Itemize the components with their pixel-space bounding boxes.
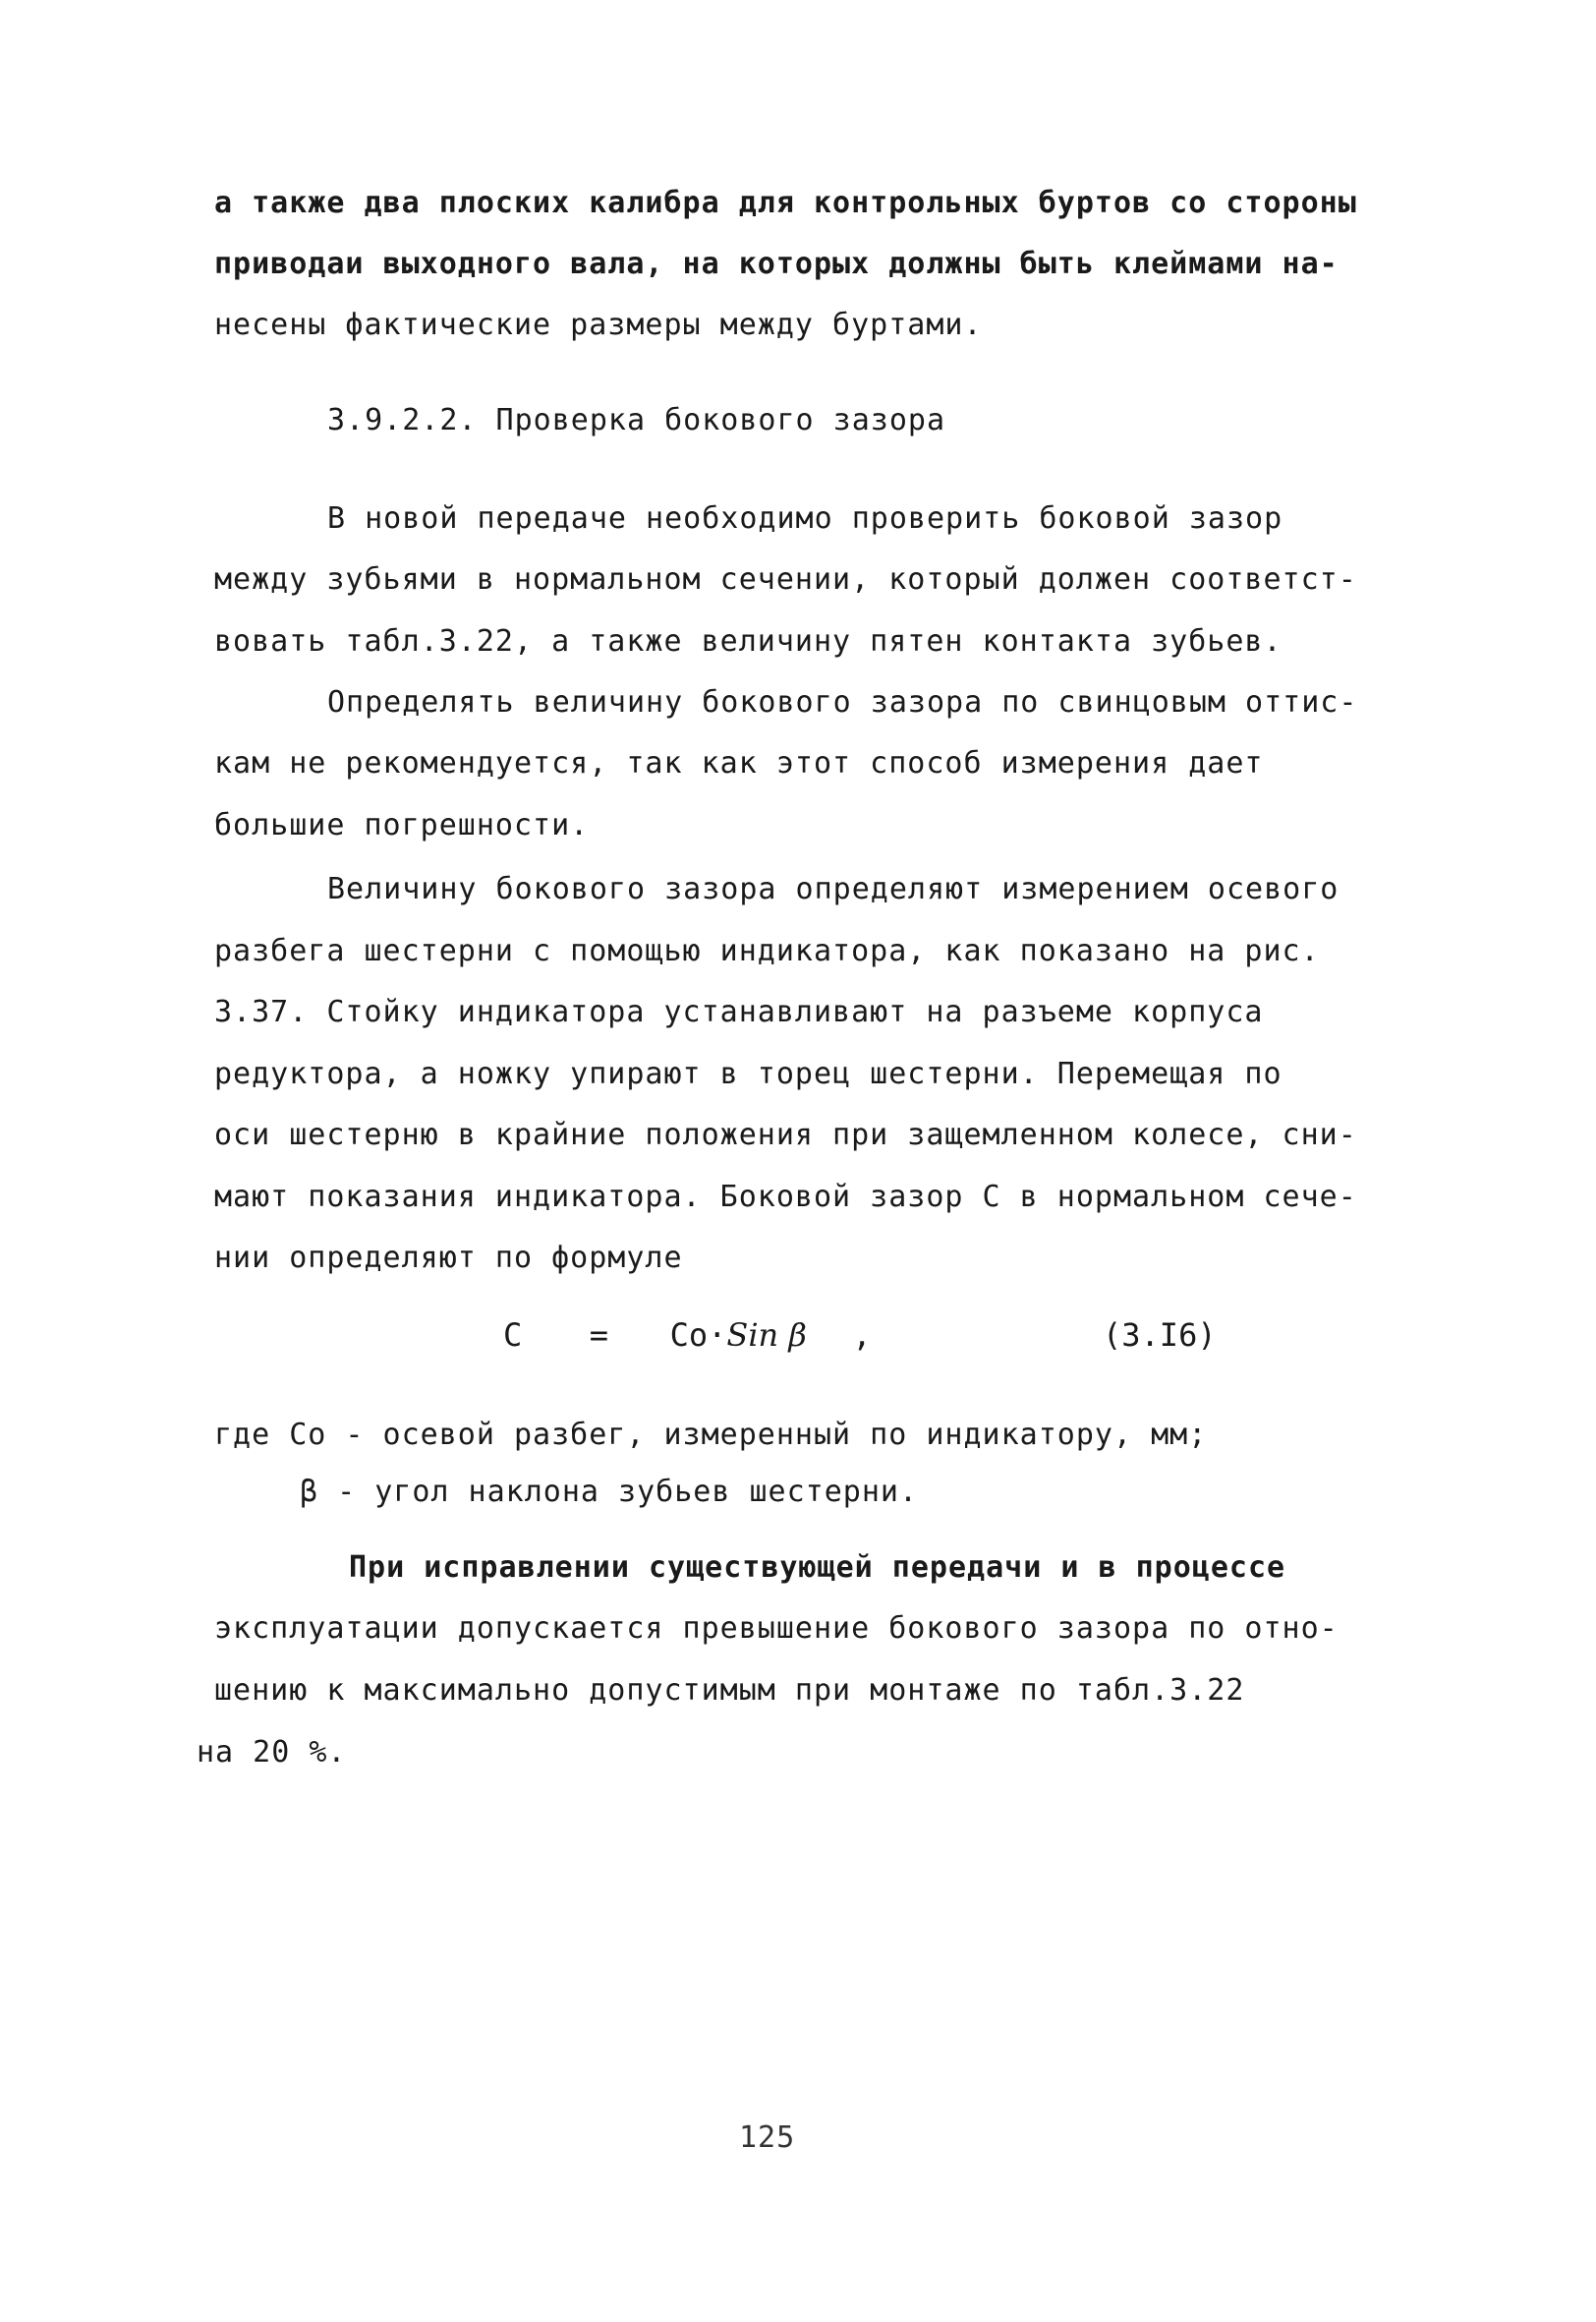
text-line: Определять величину бокового зазора по свинцовым оттис- — [327, 685, 1358, 720]
text-line: на 20 %. — [197, 1735, 347, 1770]
section-heading: 3.9.2.2. Проверка бокового зазора — [327, 403, 946, 437]
text-line: нии определяют по формуле — [214, 1241, 683, 1275]
text-line: несены фактические размеры между буртами. — [214, 308, 983, 342]
text-line: При исправлении существующей передачи и в процессе — [349, 1550, 1286, 1585]
text-line: 3.37. Стойку индикатора устанавливают на разъеме корпуса — [214, 995, 1264, 1029]
text-line: большие погрешности. — [214, 808, 590, 842]
text-line: а также два плоских калибра для контрольных буртов со стороны — [214, 186, 1357, 220]
text-line: мают показания индикатора. Боковой зазор С в нормальном сече- — [214, 1180, 1357, 1214]
text-line: разбега шестерни с помощью индикатора, как показано на рис. — [214, 934, 1320, 968]
text-line: приводаи выходного вала, на которых должны быть клеймами на- — [214, 247, 1339, 281]
page-number: 125 — [739, 2120, 796, 2155]
formula-number: (3.I6) — [1103, 1316, 1217, 1354]
formula-equals: = — [589, 1316, 609, 1354]
text-line: между зубьями в нормальном сечении, который должен соответст- — [214, 562, 1357, 597]
text-line: шению к максимально допустимым при монтаже по табл.3.22 — [214, 1673, 1245, 1708]
text-line: эксплуатации допускается превышение бокового зазора по отно- — [214, 1611, 1339, 1646]
formula — [503, 1315, 872, 1355]
formula-function: Sin β — [726, 1316, 807, 1354]
text-line: кам не рекомендуется, так как этот способ измерения дает — [214, 746, 1264, 781]
text-line: вовать табл.3.22, а также величину пятен контакта зубьев. — [214, 624, 1282, 659]
formula-lhs: С — [503, 1316, 523, 1354]
text-line: где Co - осевой разбег, измеренный по индикатору, мм; — [214, 1418, 1208, 1452]
text-line: β - угол наклона зубьев шестерни. — [300, 1475, 919, 1509]
text-line: оси шестерню в крайние положения при защемленном колесе, сни- — [214, 1118, 1357, 1152]
formula-factor: Co· — [669, 1316, 727, 1354]
text-line: В новой передаче необходимо проверить боковой зазор — [327, 501, 1283, 536]
formula-comma: , — [852, 1316, 872, 1354]
text-line: Величину бокового зазора определяют измерением осевого — [327, 872, 1340, 906]
text-line: редуктора, а ножку упирают в торец шестерни. Перемещая по — [214, 1057, 1282, 1091]
